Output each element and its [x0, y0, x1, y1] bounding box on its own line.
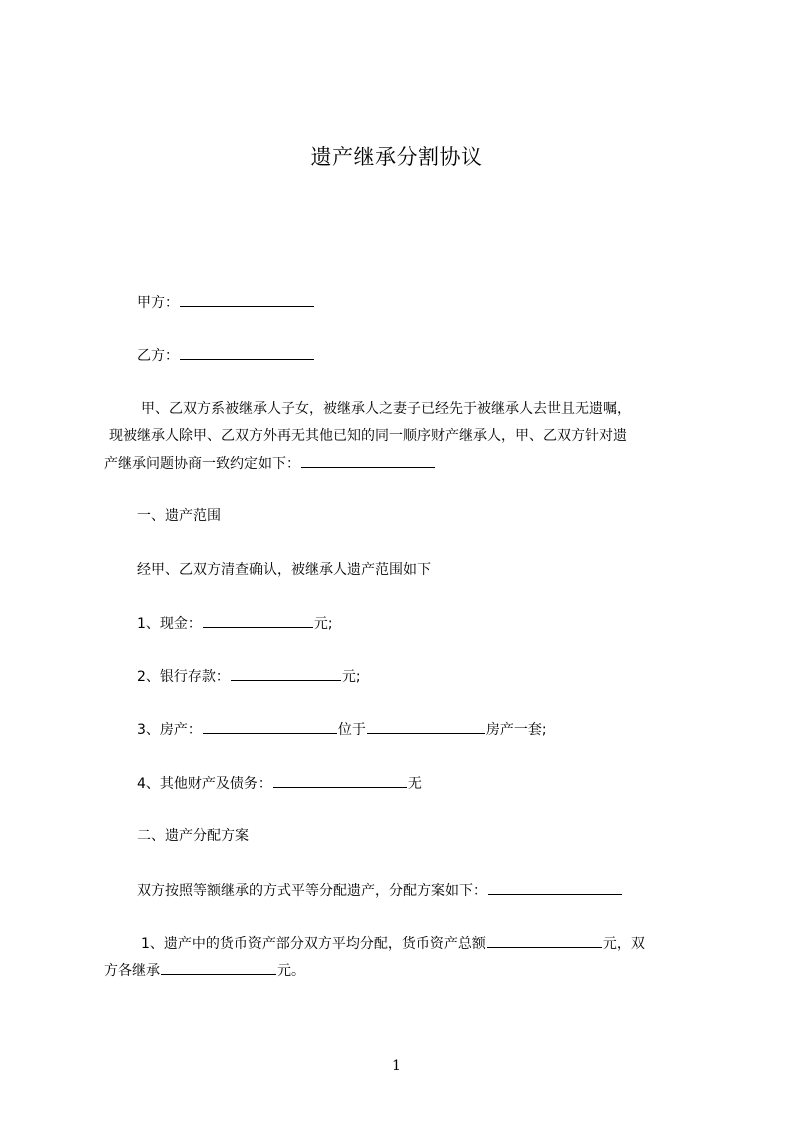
page-number: 1	[392, 1058, 401, 1074]
section-1-item-3	[137, 719, 547, 740]
preamble-blank	[301, 453, 435, 468]
section-1-item-2	[137, 666, 361, 687]
section-2-intro-text: 双方按照等额继承的方式平等分配遗产，分配方案如下：	[137, 883, 487, 899]
section-2-intro	[137, 880, 623, 901]
item-1-label: 1、现金：	[137, 616, 202, 632]
party-a-line	[137, 292, 315, 313]
item-2-label: 2、银行存款：	[137, 669, 230, 685]
monetary-total-unit: 元，双	[602, 936, 645, 952]
preamble-line-3-text: 产继承问题协商一致约定如下：	[104, 456, 300, 472]
item-3-label: 3、房产：	[137, 722, 202, 738]
party-b-blank	[180, 345, 314, 360]
party-b-line	[137, 345, 315, 366]
monetary-total-blank	[487, 933, 602, 948]
item-4-value: 无	[407, 776, 422, 792]
item-3-middle: 位于	[337, 722, 366, 738]
section-2-heading: 二、遗产分配方案	[137, 828, 249, 844]
section-1-heading: 一、遗产范围	[137, 508, 221, 524]
party-a-blank	[180, 292, 314, 307]
section-1-intro: 经甲、乙双方清查确认，被继承人遗产范围如下	[137, 562, 431, 578]
item-4-label: 4、其他财产及债务：	[137, 776, 272, 792]
item-3-suffix: 房产一套;	[485, 722, 547, 738]
each-share-unit: 元。	[277, 963, 305, 979]
party-b-label: 乙方：	[137, 348, 179, 364]
preamble-line-2: 现被继承人除甲、乙双方外再无其他已知的同一顺序财产继承人，甲、乙双方针对遗	[109, 428, 627, 444]
each-share-blank	[161, 960, 276, 975]
party-a-label: 甲方：	[137, 295, 179, 311]
monetary-split-text: 1、遗产中的货币资产部分双方平均分配，货币资产总额	[141, 936, 486, 952]
property-owner-blank	[203, 719, 337, 734]
section-1-item-1	[137, 613, 333, 634]
section-2-intro-blank	[488, 880, 622, 895]
item-1-unit: 元;	[313, 616, 333, 632]
page-title: 遗产继承分割协议	[310, 145, 483, 169]
preamble-line-3	[104, 453, 436, 474]
section-2-item-1-line-2	[104, 960, 305, 981]
each-inherits-text: 方各继承	[104, 963, 160, 979]
section-2-item-1-line-1	[141, 933, 645, 954]
section-1-item-4	[137, 773, 422, 794]
property-location-blank	[367, 719, 485, 734]
preamble-line-1: 甲、乙双方系被继承人子女，被继承人之妻子已经先于被继承人去世且无遗嘱，	[141, 401, 631, 417]
bank-deposit-blank	[231, 666, 341, 681]
item-2-unit: 元;	[341, 669, 361, 685]
cash-amount-blank	[203, 613, 313, 628]
other-assets-blank	[273, 773, 407, 788]
